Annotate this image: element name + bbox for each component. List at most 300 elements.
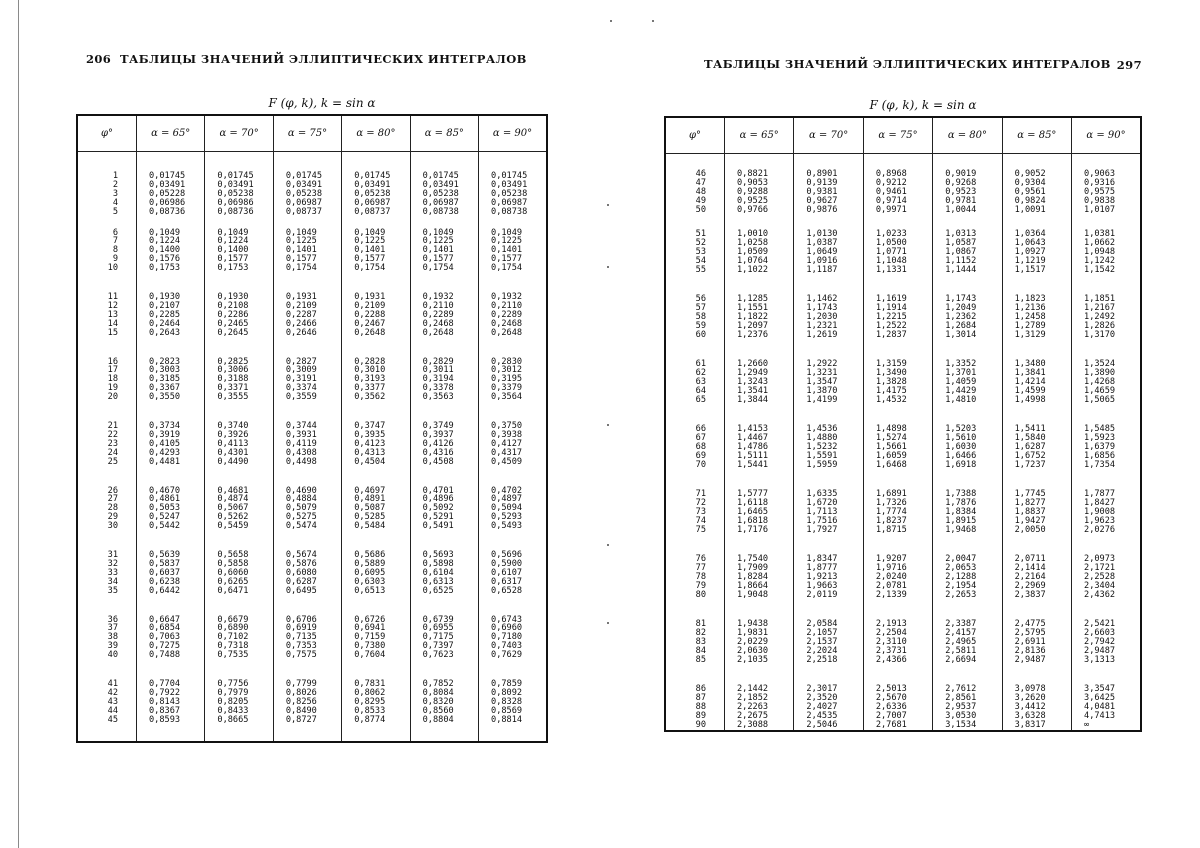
elliptic-integral-table [664, 116, 1142, 732]
integral-value: 0,4670 [149, 485, 181, 496]
integral-value: 4,0481 [1084, 701, 1116, 712]
integral-value: 2,1442 [737, 684, 769, 694]
phi-value: 41 [107, 679, 118, 690]
integral-value: 1,1242 [1084, 255, 1116, 266]
integral-value: 1,6468 [875, 459, 907, 470]
integral-value: 0,1049 [354, 227, 386, 238]
phi-value: 59 [695, 320, 706, 331]
value-cell [479, 410, 547, 475]
integral-value: 1,7354 [1084, 459, 1116, 470]
phi-value: 90 [695, 719, 706, 730]
phi-cell [77, 604, 137, 669]
integral-value: 0,3010 [354, 365, 386, 376]
integral-value: 0,1577 [285, 254, 317, 265]
integral-value: 0,5087 [354, 503, 386, 514]
integral-value: 0,1401 [285, 245, 317, 256]
integral-value: 1,3231 [806, 367, 838, 378]
integral-value: 1,5485 [1084, 424, 1116, 434]
value-cell [410, 281, 478, 346]
phi-value: 14 [107, 318, 118, 329]
value-cell [1002, 544, 1071, 609]
integral-value: 1,5840 [1014, 432, 1046, 443]
integral-value: 0,1576 [149, 254, 181, 265]
phi-cell [665, 674, 725, 731]
integral-value: 1,4429 [945, 385, 977, 396]
integral-value: 0,5474 [285, 521, 317, 532]
phi-value: 74 [695, 515, 706, 526]
integral-value: 0,6743 [491, 614, 523, 625]
value-cell [1002, 609, 1071, 674]
phi-value: 72 [695, 497, 706, 508]
phi-value: 49 [695, 195, 706, 206]
integral-value: 0,6854 [149, 623, 181, 634]
value-cell [863, 674, 932, 731]
integral-value: 0,3193 [354, 374, 386, 385]
integral-value: 2,0781 [875, 580, 907, 591]
integral-value: 1,3541 [737, 385, 769, 396]
integral-value: 1,4786 [737, 441, 769, 452]
integral-value: 0,9053 [737, 177, 769, 188]
integral-value: 0,1049 [422, 227, 454, 238]
integral-value: 0,2648 [491, 327, 523, 338]
value-cell [933, 349, 1002, 414]
integral-value: 1,2362 [945, 311, 977, 322]
phi-value: 10 [107, 263, 118, 274]
value-cell [933, 609, 1002, 674]
integral-value: 1,3890 [1084, 367, 1116, 378]
phi-cell [665, 219, 725, 284]
integral-value: 0,6287 [285, 576, 317, 587]
integral-value: 2,4366 [875, 654, 907, 665]
value-cell [410, 152, 478, 217]
integral-value: 0,5275 [285, 512, 317, 523]
scan-speck [607, 544, 609, 546]
integral-value: 1,6818 [737, 515, 769, 526]
integral-value: 0,3185 [149, 374, 181, 385]
value-cell [1072, 609, 1141, 674]
value-cell [342, 152, 410, 217]
value-cell [863, 284, 932, 349]
column-header: α = 80° [342, 115, 410, 152]
integral-value: 1,6856 [1084, 450, 1116, 461]
integral-value: 1,0381 [1084, 229, 1116, 239]
integral-value: 0,5094 [491, 503, 523, 514]
phi-value: 50 [695, 204, 706, 215]
integral-value: 0,8205 [217, 696, 249, 707]
integral-value: 1,2376 [737, 329, 769, 340]
integral-value: 1,5441 [737, 459, 769, 470]
integral-value: 1,2837 [875, 329, 907, 340]
integral-value: 1,6379 [1084, 441, 1116, 452]
value-cell [933, 154, 1002, 220]
integral-value: 0,5876 [285, 558, 317, 569]
column-header: α = 65° [137, 115, 205, 152]
integral-value: 1,4199 [806, 394, 838, 405]
value-cell [863, 349, 932, 414]
value-cell [137, 668, 205, 742]
integral-value: 0,5639 [149, 550, 181, 561]
phi-value: 58 [695, 311, 706, 322]
integral-value: 1,3170 [1084, 329, 1116, 340]
integral-value: 1,1851 [1084, 294, 1116, 304]
integral-value: 0,8084 [422, 687, 454, 698]
integral-value: 1,8347 [806, 554, 838, 564]
integral-value: 0,6265 [217, 576, 249, 587]
integral-value: 0,01745 [354, 171, 391, 181]
integral-value: 1,2321 [806, 320, 838, 331]
phi-value: 65 [695, 394, 706, 405]
integral-value: 1,1219 [1014, 255, 1046, 266]
value-cell [137, 539, 205, 604]
value-cell [794, 154, 863, 220]
integral-value: 1,0107 [1084, 204, 1116, 215]
phi-value: 81 [695, 619, 706, 629]
integral-value: 0,4301 [217, 447, 249, 458]
phi-value: 9 [112, 254, 118, 265]
integral-value: 2,6336 [875, 701, 907, 712]
integral-value: 0,1932 [422, 292, 454, 303]
integral-value: 0,4481 [149, 456, 181, 467]
integral-value: 0,1225 [285, 236, 317, 247]
integral-value: 1,6287 [1014, 441, 1046, 452]
value-cell [205, 475, 273, 540]
integral-value: 0,9971 [875, 204, 907, 215]
integral-value: 0,2825 [217, 356, 249, 367]
integral-value: 0,1401 [354, 245, 386, 256]
integral-value: 1,8777 [806, 562, 838, 573]
integral-value: 0,01745 [217, 171, 254, 181]
value-cell [273, 281, 341, 346]
integral-value: 0,1577 [422, 254, 454, 265]
integral-value: 1,2684 [945, 320, 977, 331]
value-cell [205, 217, 273, 282]
scan-speck [607, 622, 609, 624]
phi-value: 40 [107, 650, 118, 661]
integral-value: 0,7756 [217, 679, 249, 690]
integral-value: 0,3191 [285, 374, 317, 385]
phi-value: 82 [695, 627, 706, 638]
integral-value: 0,4498 [285, 456, 317, 467]
integral-value: 1,0509 [737, 246, 769, 257]
integral-value: 2,5013 [875, 684, 907, 694]
integral-value: 0,6107 [491, 567, 523, 578]
integral-value: 0,03491 [422, 179, 459, 190]
integral-value: 0,9525 [737, 195, 769, 206]
table-row-group [665, 284, 1141, 349]
integral-value: 2,6694 [945, 654, 977, 665]
integral-value: 0,06987 [354, 197, 391, 208]
phi-value: 26 [107, 485, 118, 496]
integral-value: 0,7180 [491, 632, 523, 643]
integral-value: 1,9427 [1014, 515, 1046, 526]
integral-value: 0,2287 [285, 309, 317, 320]
table-row-group [77, 668, 547, 742]
integral-value: 2,3017 [806, 684, 838, 694]
integral-value: 0,8533 [354, 705, 386, 716]
integral-value: 1,5661 [875, 441, 907, 452]
integral-value: 0,2643 [149, 327, 181, 338]
integral-value: 0,1577 [491, 254, 523, 265]
phi-value: 63 [695, 376, 706, 387]
value-cell [1002, 414, 1071, 479]
value-cell [273, 475, 341, 540]
integral-value: 0,6471 [217, 585, 249, 596]
integral-value: 0,5658 [217, 550, 249, 561]
phi-value: 79 [695, 580, 706, 591]
integral-value: 1,1542 [1084, 264, 1116, 275]
integral-value: 0,7275 [149, 641, 181, 652]
phi-value: 6 [112, 227, 118, 238]
value-cell [137, 152, 205, 217]
integral-value: 0,2465 [217, 318, 249, 329]
phi-value: 43 [107, 696, 118, 707]
integral-value: 0,1049 [149, 227, 181, 238]
integral-value: 1,0948 [1084, 246, 1116, 257]
integral-value: 0,4509 [491, 456, 523, 467]
column-header: α = 75° [863, 117, 932, 154]
integral-value: 0,8143 [149, 696, 181, 707]
phi-value: 76 [695, 554, 706, 564]
integral-value: 0,2108 [217, 300, 249, 311]
integral-value: 0,3012 [491, 365, 523, 376]
integral-value: 0,8490 [285, 705, 317, 716]
integral-value: 0,05238 [422, 188, 459, 199]
phi-value: 23 [107, 438, 118, 449]
integral-value: 0,6890 [217, 623, 249, 634]
integral-value: 3,1313 [1084, 654, 1116, 665]
integral-value: 1,2049 [945, 302, 977, 313]
phi-value: 27 [107, 494, 118, 505]
integral-value: 1,5065 [1084, 394, 1116, 405]
phi-value: 68 [695, 441, 706, 452]
integral-value: 0,9052 [1014, 169, 1046, 179]
integral-value: 3,0530 [945, 710, 977, 721]
integral-value: 2,0630 [737, 645, 769, 656]
integral-value: 0,03491 [491, 179, 528, 190]
integral-value: 0,4127 [491, 438, 523, 449]
integral-value: 1,8837 [1014, 506, 1046, 517]
integral-value: 1,3014 [945, 329, 977, 340]
integral-value: 0,4884 [285, 494, 317, 505]
integral-value: 1,3243 [737, 376, 769, 387]
phi-value: 13 [107, 309, 118, 320]
phi-cell [665, 154, 725, 220]
phi-cell [665, 349, 725, 414]
value-cell [137, 217, 205, 282]
scan-speck [607, 204, 609, 206]
integral-value: 2,5795 [1014, 627, 1046, 638]
integral-value: 0,8968 [875, 169, 907, 179]
integral-value: 2,3837 [1014, 589, 1046, 600]
integral-value: 1,5274 [875, 432, 907, 443]
integral-value: 0,3744 [285, 421, 317, 432]
integral-value: 1,4532 [875, 394, 907, 405]
integral-value: 0,1754 [354, 263, 386, 274]
value-cell [725, 414, 794, 479]
phi-value: 31 [107, 550, 118, 561]
integral-value: 0,9461 [875, 186, 907, 197]
integral-value: 0,9523 [945, 186, 977, 197]
integral-value: 1,0916 [806, 255, 838, 266]
integral-value: 0,06986 [217, 197, 254, 208]
integral-value: 1,8284 [737, 571, 769, 582]
integral-value: 1,7876 [945, 497, 977, 508]
integral-value: 3,2620 [1014, 692, 1046, 703]
integral-value: 1,0130 [806, 229, 838, 239]
phi-value: 48 [695, 186, 706, 197]
integral-value: 1,2949 [737, 367, 769, 378]
integral-value: 1,3490 [875, 367, 907, 378]
value-cell [479, 152, 547, 217]
column-header: α = 80° [933, 117, 1002, 154]
value-cell [794, 284, 863, 349]
phi-cell [665, 609, 725, 674]
integral-value: 1,1444 [945, 264, 977, 275]
integral-value: 1,1517 [1014, 264, 1046, 275]
integral-value: 1,1822 [737, 311, 769, 322]
page-header [664, 52, 1142, 76]
integral-value: 1,2522 [875, 320, 907, 331]
integral-value: 0,03491 [217, 179, 254, 190]
value-cell [1002, 284, 1071, 349]
value-cell [137, 281, 205, 346]
integral-value: 2,3110 [875, 636, 907, 647]
integral-value: 1,6752 [1014, 450, 1046, 461]
integral-value: 0,1753 [217, 263, 249, 274]
integral-value: 0,2289 [491, 309, 523, 320]
phi-value: 46 [695, 169, 706, 179]
integral-value: 0,3750 [491, 421, 523, 432]
integral-value: 1,1462 [806, 294, 838, 304]
phi-cell [77, 217, 137, 282]
value-cell [410, 217, 478, 282]
phi-value: 47 [695, 177, 706, 188]
integral-value: 0,3011 [422, 365, 454, 376]
integral-value: 0,9381 [806, 186, 838, 197]
integral-value: 1,8277 [1014, 497, 1046, 508]
integral-value: 1,0364 [1014, 229, 1046, 239]
phi-value: 39 [107, 641, 118, 652]
header-row [665, 117, 1141, 154]
page-header [76, 52, 548, 76]
value-cell [725, 674, 794, 731]
integral-value: 1,3547 [806, 376, 838, 387]
column-header: α = 90° [1072, 117, 1141, 154]
phi-cell [77, 346, 137, 411]
value-cell [342, 410, 410, 475]
integral-value: 0,9714 [875, 195, 907, 206]
integral-value: 1,8915 [945, 515, 977, 526]
phi-value: 2 [112, 179, 118, 190]
integral-value: 1,1743 [806, 302, 838, 313]
integral-value: 0,7488 [149, 650, 181, 661]
integral-value: 2,2653 [945, 589, 977, 600]
integral-value: 2,0653 [945, 562, 977, 573]
integral-value: 1,3844 [737, 394, 769, 405]
value-cell [1072, 544, 1141, 609]
integral-value: 0,4896 [422, 494, 454, 505]
integral-value: 0,7403 [491, 641, 523, 652]
integral-value: 1,9213 [806, 571, 838, 582]
phi-value: 28 [107, 503, 118, 514]
integral-value: 2,2263 [737, 701, 769, 712]
column-header: α = 90° [479, 115, 547, 152]
integral-value: 1,6030 [945, 441, 977, 452]
table-row-group [665, 479, 1141, 544]
integral-value: 0,4874 [217, 494, 249, 505]
phi-value: 17 [107, 365, 118, 376]
integral-value: 0,7318 [217, 641, 249, 652]
integral-value: 2,6911 [1014, 636, 1046, 647]
value-cell [933, 674, 1002, 731]
integral-value: 2,0229 [737, 636, 769, 647]
value-cell [137, 410, 205, 475]
integral-value: 0,1577 [217, 254, 249, 265]
integral-value: 0,9876 [806, 204, 838, 215]
integral-value: 0,5491 [422, 521, 454, 532]
value-cell [1072, 219, 1141, 284]
integral-value: 0,6919 [285, 623, 317, 634]
integral-value: 0,3009 [285, 365, 317, 376]
integral-value: 0,1931 [285, 292, 317, 303]
value-cell [205, 281, 273, 346]
integral-value: 1,4153 [737, 424, 769, 434]
value-cell [794, 349, 863, 414]
integral-value: 1,5203 [945, 424, 977, 434]
integral-value: 1,0643 [1014, 237, 1046, 248]
value-cell [205, 668, 273, 742]
integral-value: 2,7007 [875, 710, 907, 721]
integral-value: 0,9838 [1084, 195, 1116, 206]
integral-value: 1,1187 [806, 264, 838, 275]
integral-value: 0,5686 [354, 550, 386, 561]
value-cell [205, 604, 273, 669]
integral-value: 0,2648 [354, 327, 386, 338]
integral-value: 1,2215 [875, 311, 907, 322]
column-header: α = 85° [1002, 117, 1071, 154]
integral-value: 2,2969 [1014, 580, 1046, 591]
integral-value: 0,1225 [354, 236, 386, 247]
integral-value: 0,3563 [422, 392, 454, 403]
integral-value: 2,8136 [1014, 645, 1046, 656]
integral-value: 1,2492 [1084, 311, 1116, 322]
integral-value: 2,6603 [1084, 627, 1116, 638]
integral-value: 1,7909 [737, 562, 769, 573]
integral-value: 2,9487 [1014, 654, 1046, 665]
right-page [664, 52, 1142, 732]
integral-value: 0,7629 [491, 650, 523, 661]
table-row-group [77, 475, 547, 540]
integral-value: 2,9537 [945, 701, 977, 712]
left-page [76, 52, 548, 743]
integral-value: 1,0044 [945, 204, 977, 215]
integral-value: 0,06987 [491, 197, 528, 208]
value-cell [410, 410, 478, 475]
integral-value: 0,1930 [217, 292, 249, 303]
integral-value: 0,4317 [491, 447, 523, 458]
integral-value: 0,3006 [217, 365, 249, 376]
integral-value: 0,4316 [422, 447, 454, 458]
integral-value: 2,1913 [875, 619, 907, 629]
integral-value: 0,9019 [945, 169, 977, 179]
integral-value: 1,2167 [1084, 302, 1116, 313]
integral-value: 0,3550 [149, 392, 181, 403]
value-cell [725, 219, 794, 284]
value-cell [1002, 479, 1071, 544]
integral-value: 0,3194 [422, 374, 454, 385]
table-row-group [77, 410, 547, 475]
integral-value: 1,1914 [875, 302, 907, 313]
